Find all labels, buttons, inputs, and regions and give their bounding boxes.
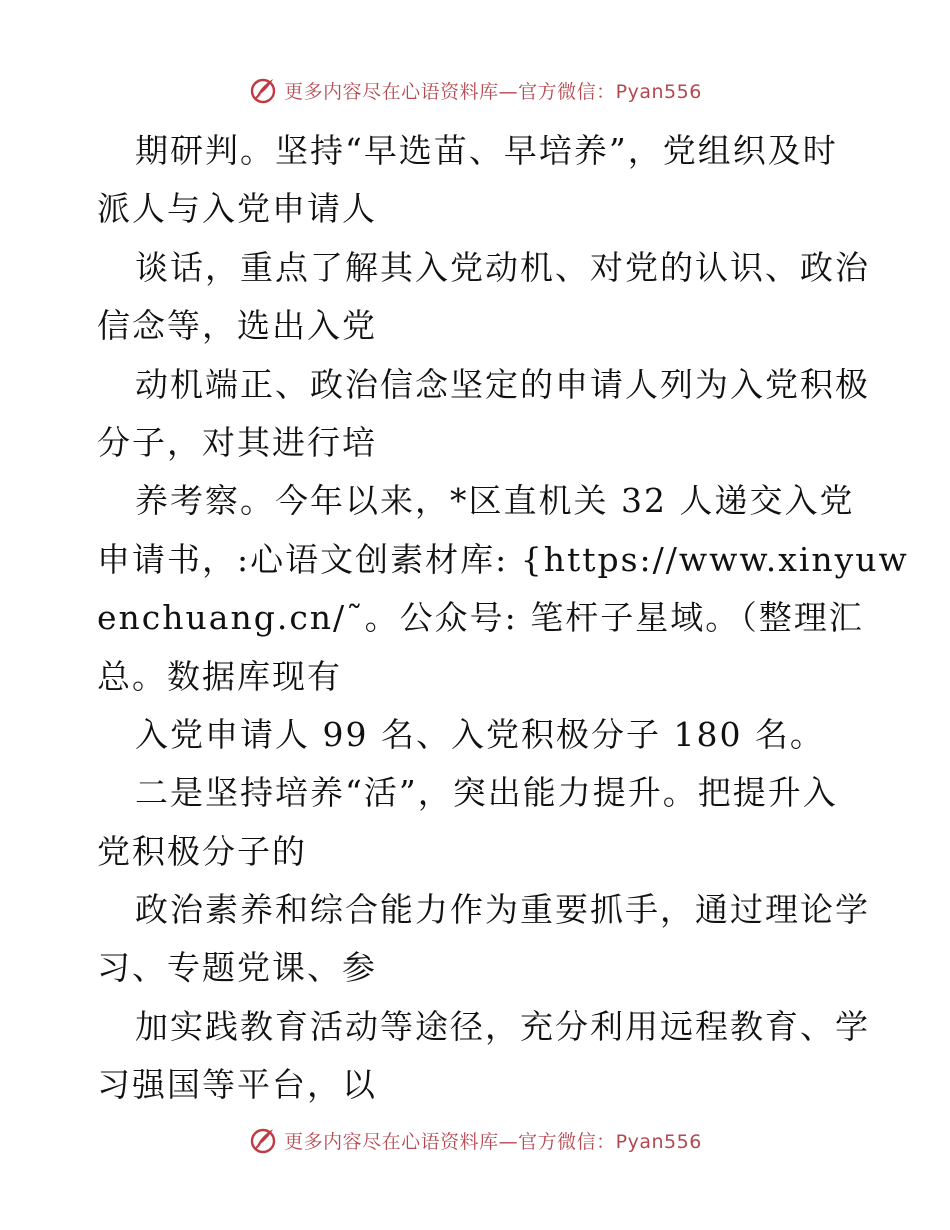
watermark-text: 更多内容尽在心语资料库—官方微信：Pyan556 <box>284 80 702 103</box>
text-line: 动机端正、政治信念坚定的申请人列为入党积极 <box>135 364 870 404</box>
text-line: 总。数据库现有 <box>97 656 342 696</box>
text-line: 习、专题党课、参 <box>97 948 377 988</box>
text-line: 谈话，重点了解其入党动机、对党的认识、政治 <box>135 247 870 287</box>
text-line: 派人与入党申请人 <box>97 189 377 229</box>
text-line: 政治素养和综合能力作为重要抓手，通过理论学 <box>135 890 870 930</box>
watermark-header <box>0 70 950 110</box>
text-line: 二是坚持培养“活”，突出能力提升。把提升入 <box>135 773 838 813</box>
quill-logo-icon <box>248 75 278 105</box>
text-line: 加实践教育活动等途径，充分利用远程教育、学 <box>135 1006 870 1046</box>
text-line: enchuang.cn/˜。公众号: 笔杆子星域。（整理汇 <box>97 598 864 638</box>
watermark-footer <box>0 1120 950 1160</box>
text-line: 期研判。坚持“早选苗、早培养”，党组织及时 <box>135 131 838 170</box>
text-line: 养考察。今年以来，*区直机关 32 人递交入党 <box>135 481 855 521</box>
text-line: 入党申请人 99 名、入党积极分子 180 名。 <box>135 714 825 754</box>
text-line: 习强国等平台，以 <box>97 1065 377 1105</box>
text-line: 分子，对其进行培 <box>97 422 377 462</box>
text-line: 申请书，:心语文创素材库: {https://www.xinyuw <box>97 539 909 579</box>
quill-logo-icon <box>248 1125 278 1155</box>
text-line: 信念等，选出入党 <box>97 306 377 346</box>
text-line: 党积极分子的 <box>97 831 307 871</box>
document-body <box>97 122 909 1115</box>
watermark-text: 更多内容尽在心语资料库—官方微信：Pyan556 <box>284 1130 702 1153</box>
